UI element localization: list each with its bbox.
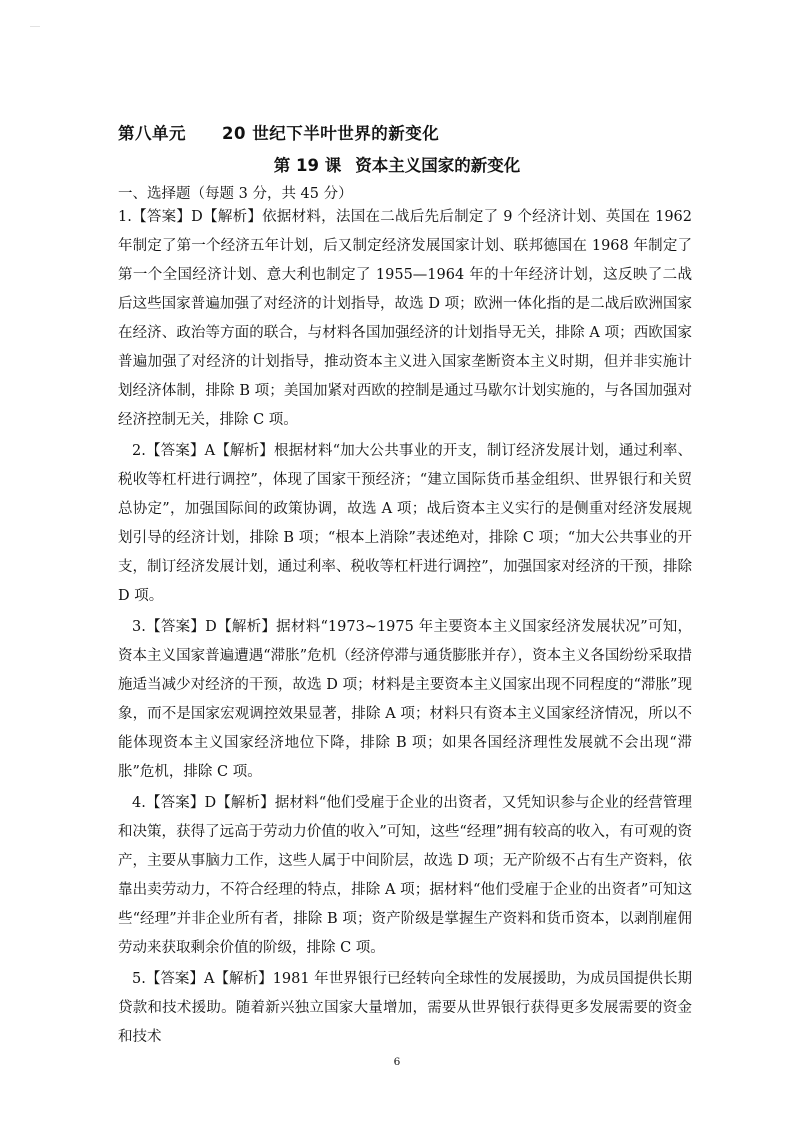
unit-label: 第八单元 (118, 124, 186, 143)
answer-item-2 (118, 437, 692, 611)
answer-label: 1.【答案】D【解析】 (118, 209, 263, 225)
lesson-heading (0, 152, 794, 176)
section-heading: 一、选择题（每题 3 分，共 45 分） (118, 186, 353, 202)
answer-label: 4.【答案】D【解析】 (132, 795, 275, 811)
lesson-title: 资本主义国家的新变化 (355, 156, 521, 175)
page-number: 6 (393, 1056, 401, 1068)
unit-heading (118, 120, 439, 144)
answer-label: 5.【答案】A【解析】 (132, 971, 273, 987)
answer-label: 2.【答案】A【解析】 (132, 443, 274, 459)
answer-item-4 (118, 789, 692, 963)
answer-text: 1981 年世界银行已经转向全球性的发展援助，为成员国提供长期贷款和技术援助。随着新兴独立国家大量增加，需要从世界银行获得更多发展需要的资金和技术 (118, 971, 692, 1045)
answer-label: 3.【答案】D【解析】 (132, 619, 277, 635)
answer-text: 据材料“他们受雇于企业的出资者，又凭知识参与企业的经营管理和决策，获得了远高于劳动力价值的收入”可知，这些“经理”拥有较高的收入，有可观的资产，主要从事脑力工作，这些人属于中间阶层，故选 D 项；无产阶级不占有生产资料，依靠出卖劳动力，不符合经理的特点，排除 A 项；据材料“他们受雇于企业的出资者”可知这些“经理”并非企业所有者，排除 B 项；资产阶级是掌握生产资料和货币资本，以剥削雇佣劳动来获取剩余价值的阶级，排除 C 项。 (118, 795, 692, 956)
answer-text: 根据材料“加大公共事业的开支，制订经济发展计划，通过利率、税收等杠杆进行调控”，体现了国家干预经济；“建立国际货币基金组织、世界银行和关贸总协定”，加强国际间的政策协调，故选 A 项；战后资本主义实行的是侧重对经济发展规划引导的经济计划，排除 B 项；“根本上消除”表述绝对，排除 C 项；“加大公共事业的开支，制订经济发展计划，通过利率、税收等杠杆进行调控”，加强国家对经济的干预，排除 D 项。 (118, 443, 692, 604)
answer-text: 据材料“1973~1975 年主要资本主义国家经济发展状况”可知，资本主义国家普遍遭遇“滞胀”危机（经济停滞与通货膨胀并存），资本主义各国纷纷采取措施适当减少对经济的干预，故选 D 项；材料是主要资本主义国家出现不同程度的“滞胀”现象，而不是国家宏观调控效果显著，排除 A 项；材料只有资本主义国家经济情况，所以不能体现资本主义国家经济地位下降，排除 B 项；如果各国经济理性发展就不会出现“滞胀”危机，排除 C 项。 (118, 619, 692, 780)
answer-item-1 (118, 203, 692, 435)
answer-text: 依据材料，法国在二战后先后制定了 9 个经济计划、英国在 1962 年制定了第一个经济五年计划，后又制定经济发展国家计划、联邦德国在 1968 年制定了第一个全国经济计划、意大利也制定了 1955—1964 年的十年经济计划，这反映了二战后这些国家普遍加强了对经济的计划指导，故选 D 项；欧洲一体化指的是二战后欧洲国家在经济、政治等方面的联合，与材料各国加强经济的计划指导无关，排除 A 项；西欧国家普遍加强了对经济的计划指导，推动资本主义进入国家垄断资本主义时期，但并非实施计划经济体制，排除 B 项；美国加紧对西欧的控制是通过马歇尔计划实施的，与各国加强对经济控制无关，排除 C 项。 (118, 209, 693, 428)
unit-title: 20 世纪下半叶世界的新变化 (222, 124, 440, 143)
answer-list (118, 203, 692, 1054)
answer-item-3 (118, 613, 692, 787)
scan-mark (30, 26, 40, 33)
lesson-label: 第 19 课 (273, 156, 342, 175)
answer-item-5 (118, 965, 692, 1052)
